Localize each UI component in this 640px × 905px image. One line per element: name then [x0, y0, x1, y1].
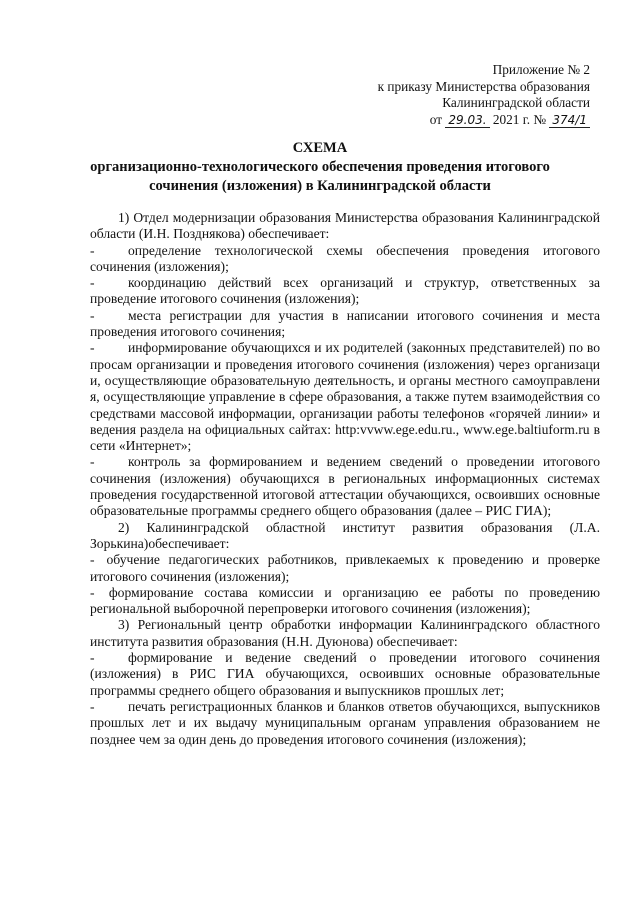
- order-date-line: [310, 112, 590, 129]
- document-title: СХЕМА: [292, 140, 348, 156]
- dash-marker: -: [90, 698, 95, 714]
- list-item: [90, 275, 600, 308]
- year-number-label: 2021 г. №: [492, 111, 547, 127]
- section-3-intro: 3) Региональный центр обработки информации Калининградского областного института развития образования (Н.Н. Дуюнова) обеспечивает:: [90, 617, 600, 649]
- list-item-text: формирование и ведение сведений о проведении итогового сочинения (изложения) в РИС ГИА обучающихся, освоивших основные образовательные программы среднего общего образования и выпускников прошлых лет;: [90, 650, 600, 698]
- list-item-text: информирование обучающихся и их родителей (законных представителей) по вопросам организации и проведения итогового сочинения (изложения) через организации, осуществляющие образовательную деятельность, и органы местного самоуправления, осуществляющие управление в сфере образования, а также путем взаимодействия со средствами массовой информации, организации работы телефонов «горячей линии» и ведения раздела на официальных сайтах: http:vvww.ege.edu.ru., www.ege.baltiuform.ru в сети «Интернет»;: [90, 340, 600, 454]
- handwritten-order-number: 374/1: [549, 113, 590, 128]
- order-reference: к приказу Министерства образования: [377, 78, 590, 94]
- list-item: [90, 340, 600, 454]
- list-item: [90, 308, 600, 341]
- list-item-text: контроль за формированием и ведением сведений о проведении итогового сочинения (изложения) обучающихся в региональных информационных системах проведения государственной итоговой аттестации обучающихся, освоивших основные образовательные программы среднего общего образования (далее – РИС ГИА);: [90, 454, 600, 519]
- list-item: [90, 650, 600, 699]
- dash-marker: -: [90, 275, 95, 291]
- list-item-text: печать регистрационных бланков и бланков ответов обучающихся, выпускников прошлых лет и их выдачу муниципальным органам управления образованием не позднее чем за один день до проведения итогового сочинения (изложения);: [90, 698, 600, 747]
- list-item-text: места регистрации для участия в написании итогового сочинения и места проведения итогового сочинения;: [90, 307, 600, 340]
- dash-marker: -: [90, 650, 95, 666]
- handwritten-date: 29.03.: [445, 113, 489, 128]
- appendix-number: Приложение № 2: [492, 62, 590, 77]
- list-item-text: формирование состава комиссии и организацию ее работы по проведению региональной выборочной перепроверки итогового сочинения (изложения);: [90, 584, 601, 617]
- dash-marker: -: [90, 552, 95, 568]
- list-item-text: координацию действий всех организаций и структур, ответственных за проведение итогового сочинения (изложения);: [90, 275, 600, 307]
- list-item: [90, 585, 600, 618]
- appendix-header: [310, 62, 590, 128]
- section-1-intro: 1) Отдел модернизации образования Министерства образования Калининградской области (И.Н. Позднякова) обеспечивает:: [90, 210, 600, 242]
- list-item-text: определение технологической схемы обеспечения проведения итогового сочинения (изложения);: [90, 242, 600, 274]
- list-item: [90, 552, 600, 585]
- region-name: Калининградской области: [442, 95, 590, 110]
- dash-marker: -: [90, 584, 95, 600]
- list-item: [90, 454, 600, 519]
- list-item-text: обучение педагогических работников, привлекаемых к проведению и проверке итогового сочинения (изложения);: [90, 552, 600, 584]
- document-subtitle: организационно-технологического обеспечения проведения итогового сочинения (изложения) в Калининградской области: [90, 159, 550, 194]
- date-prefix: от: [429, 111, 443, 127]
- dash-marker: -: [90, 307, 95, 323]
- list-item: [90, 243, 600, 276]
- dash-marker: -: [90, 242, 95, 258]
- dash-marker: -: [90, 454, 95, 470]
- document-body: [90, 210, 600, 748]
- list-item: [90, 699, 600, 748]
- section-2-intro: 2) Калининградской областной институт развития образования (Л.А. Зорькина)обеспечивает:: [90, 519, 600, 551]
- dash-marker: -: [90, 340, 95, 356]
